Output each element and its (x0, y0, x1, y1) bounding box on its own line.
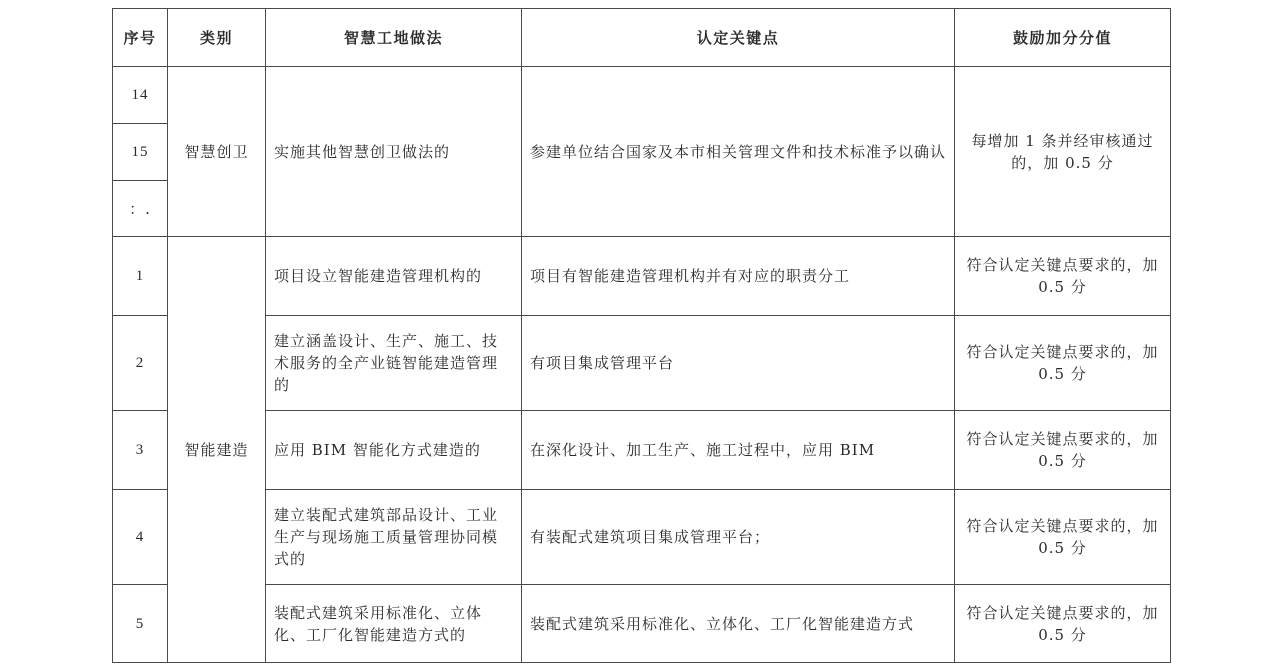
seq-cell: 3 (113, 411, 168, 490)
category-cell: 智能建造 (168, 237, 266, 663)
header-key-point: 认定关键点 (522, 9, 955, 67)
table-row (113, 411, 1171, 490)
table-row (113, 490, 1171, 585)
key-point-cell: 在深化设计、加工生产、施工过程中，应用 BIM (522, 411, 955, 490)
score-cell: 符合认定关键点要求的，加 0.5 分 (955, 490, 1171, 585)
practice-cell: 项目设立智能建造管理机构的 (266, 237, 522, 316)
seq-cell: 14 (113, 67, 168, 124)
seq-cell: 4 (113, 490, 168, 585)
key-point-cell: 参建单位结合国家及本市相关管理文件和技术标准予以确认 (522, 67, 955, 237)
table-row (113, 585, 1171, 663)
seq-cell: 1 (113, 237, 168, 316)
key-point-cell: 项目有智能建造管理机构并有对应的职责分工 (522, 237, 955, 316)
seq-cell-ellipsis: ：. (113, 181, 168, 237)
header-score: 鼓励加分分值 (955, 9, 1171, 67)
practice-cell: 实施其他智慧创卫做法的 (266, 67, 522, 237)
score-cell: 符合认定关键点要求的，加 0.5 分 (955, 411, 1171, 490)
score-cell: 符合认定关键点要求的，加 0.5 分 (955, 237, 1171, 316)
table-row (113, 237, 1171, 316)
header-row (113, 9, 1171, 67)
header-practice: 智慧工地做法 (266, 9, 522, 67)
practice-table (112, 8, 1171, 663)
key-point-cell: 有装配式建筑项目集成管理平台； (522, 490, 955, 585)
table-row (113, 316, 1171, 411)
practice-cell: 建立装配式建筑部品设计、工业生产与现场施工质量管理协同模式的 (266, 490, 522, 585)
header-seq: 序号 (113, 9, 168, 67)
score-cell: 每增加 1 条并经审核通过的，加 0.5 分 (955, 67, 1171, 237)
table-row (113, 67, 1171, 124)
category-cell: 智慧创卫 (168, 67, 266, 237)
score-cell: 符合认定关键点要求的，加 0.5 分 (955, 585, 1171, 663)
key-point-cell: 装配式建筑采用标准化、立体化、工厂化智能建造方式 (522, 585, 955, 663)
practice-cell: 建立涵盖设计、生产、施工、技术服务的全产业链智能建造管理的 (266, 316, 522, 411)
seq-cell: 2 (113, 316, 168, 411)
seq-cell: 15 (113, 124, 168, 181)
practice-cell: 装配式建筑采用标准化、立体化、工厂化智能建造方式的 (266, 585, 522, 663)
seq-cell: 5 (113, 585, 168, 663)
practice-cell: 应用 BIM 智能化方式建造的 (266, 411, 522, 490)
score-cell: 符合认定关键点要求的，加 0.5 分 (955, 316, 1171, 411)
header-category: 类别 (168, 9, 266, 67)
key-point-cell: 有项目集成管理平台 (522, 316, 955, 411)
